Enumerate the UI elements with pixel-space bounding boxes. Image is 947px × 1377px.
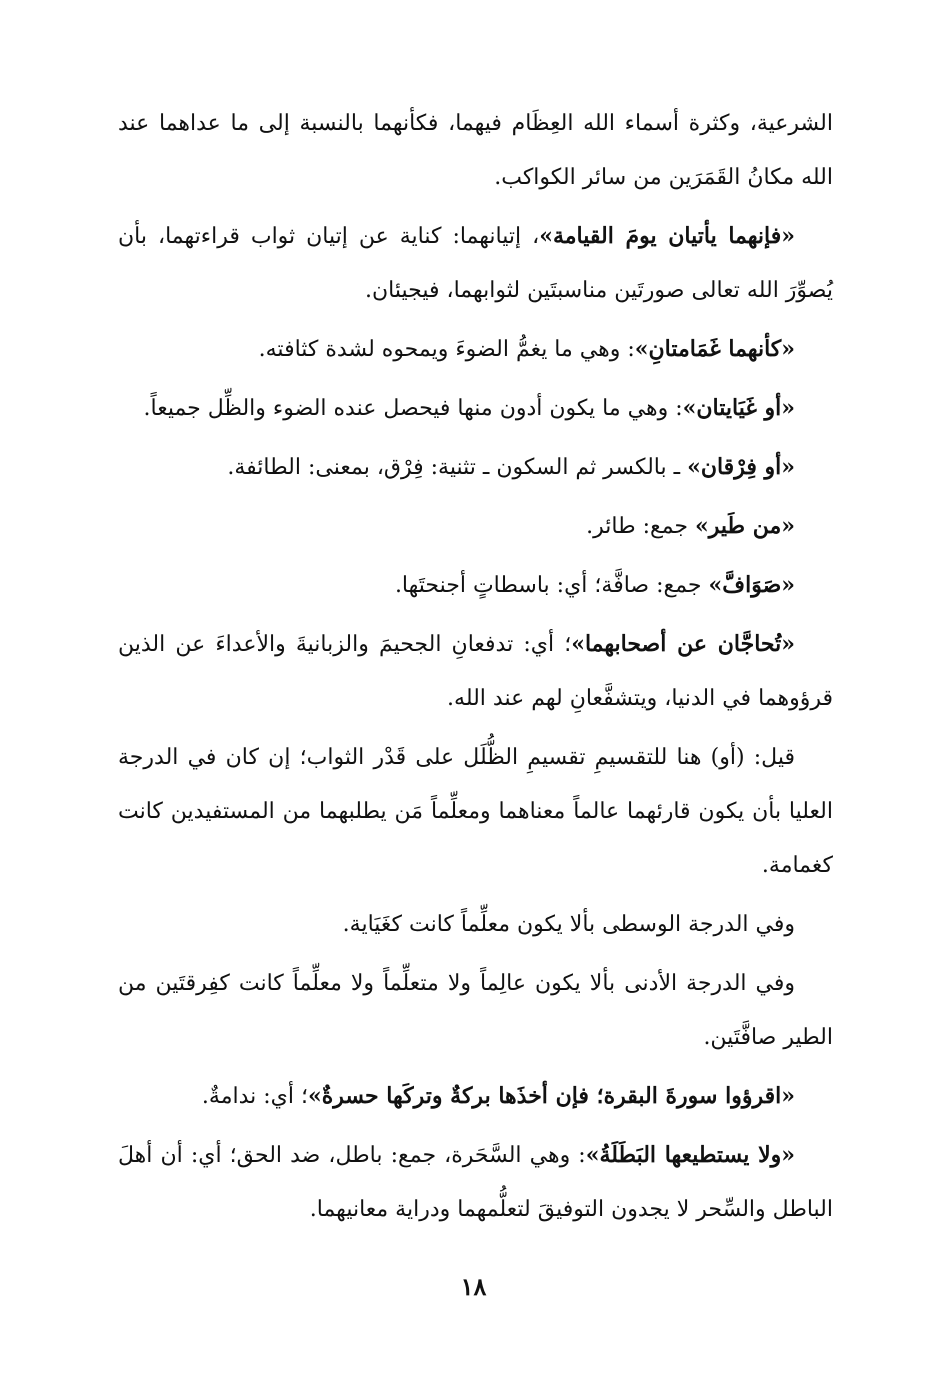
paragraph-term: «صَوَافَّ»	[708, 572, 795, 598]
paragraph-text: الشرعية، وكثرة أسماء الله العِظَام فيهما، فكأنهما بالنسبة إلى ما عداهما عند الله مكانُ القَمَرَين من سائر الكواكب.	[118, 111, 833, 190]
paragraph-text: وفي الدرجة الأدنى بألا يكون عالِماً ولا متعلِّماً ولا معلِّماً كانت كفِرقتَين من الطير صافَّتَين.	[118, 971, 833, 1050]
paragraph-text: : وهي ما يكون أدون منها فيحصل عنده الضوء والظِّل جميعاً.	[143, 396, 683, 421]
paragraph-7	[118, 558, 833, 613]
paragraph-4	[118, 381, 833, 436]
paragraph-text: ، إتيانهما: كناية عن إتيان ثواب قراءتهما، بأن يُصوِّرَ الله تعالى صورتَين مناسبتَين لثوابهما، فيجيئان.	[118, 224, 833, 303]
paragraph-6	[118, 499, 833, 554]
paragraph-term: «أو فِرْقان»	[687, 454, 795, 480]
paragraph-3	[118, 322, 833, 377]
paragraph-10	[118, 897, 833, 952]
paragraph-text: جمع: صافَّة؛ أي: باسطاتٍ أجنحتَها.	[394, 573, 709, 598]
page-body	[118, 96, 833, 1241]
paragraph-text: ـ بالكسر ثم السكون ـ تثنية: فِرْق، بمعنى: الطائفة.	[227, 455, 688, 480]
paragraph-term: «من طَير»	[695, 513, 795, 539]
paragraph-text: قيل: (أو) هنا للتقسيمِ تقسيمِ الظُّلَل على قَدْر الثواب؛ إن كان في الدرجة العليا بأن يكون قارئهما عالماً معناهما ومعلِّماً مَن يطلبهما من المستفيدين كانت كغمامة.	[118, 745, 833, 878]
paragraph-13	[118, 1128, 833, 1237]
paragraph-5	[118, 440, 833, 495]
paragraph-2	[118, 209, 833, 318]
paragraph-term: «كأنهما غَمَامتانِ»	[634, 336, 795, 362]
paragraph-text: ؛ أي: تدفعانِ الجحيمَ والزبانيةَ والأعداءَ عن الذين قرؤوهما في الدنيا، ويتشفَّعانِ لهم عند الله.	[118, 632, 833, 711]
paragraph-term: «أو غَيَايتان»	[682, 395, 795, 421]
paragraph-text: وفي الدرجة الوسطى بألا يكون معلِّماً كانت كغَيَاية.	[342, 912, 795, 937]
paragraph-term: «اقرؤوا سورةَ البقرة؛ فإن أخذَها بركةٌ وتركَها حسرةٌ»	[308, 1083, 795, 1109]
paragraph-9	[118, 730, 833, 893]
page-number: ١٨	[460, 1272, 487, 1301]
paragraph-term: «ولا يستطيعها البَطَلَةُ»	[585, 1142, 795, 1168]
paragraph-text: جمع: طائر.	[586, 514, 696, 539]
paragraph-11	[118, 956, 833, 1065]
paragraph-text: : وهي السَّحَرة، جمع: باطل، ضد الحق؛ أي: أن أهلَ الباطل والسِّحر لا يجدون التوفيقَ لتعلُّمهما ودراية معانيهما.	[118, 1143, 833, 1222]
paragraph-text: : وهي ما يغمُّ الضوءَ ويمحوه لشدة كثافته.	[258, 337, 635, 362]
paragraph-term: «تُحاجَّان عن أصحابهما»	[571, 631, 795, 657]
paragraph-text: ؛ أي: ندامةٌ.	[201, 1084, 308, 1109]
paragraph-12	[118, 1069, 833, 1124]
paragraph-8	[118, 617, 833, 726]
paragraph-term: «فإنهما يأتيان يومَ القيامة»	[539, 223, 795, 249]
paragraph-1	[118, 96, 833, 205]
